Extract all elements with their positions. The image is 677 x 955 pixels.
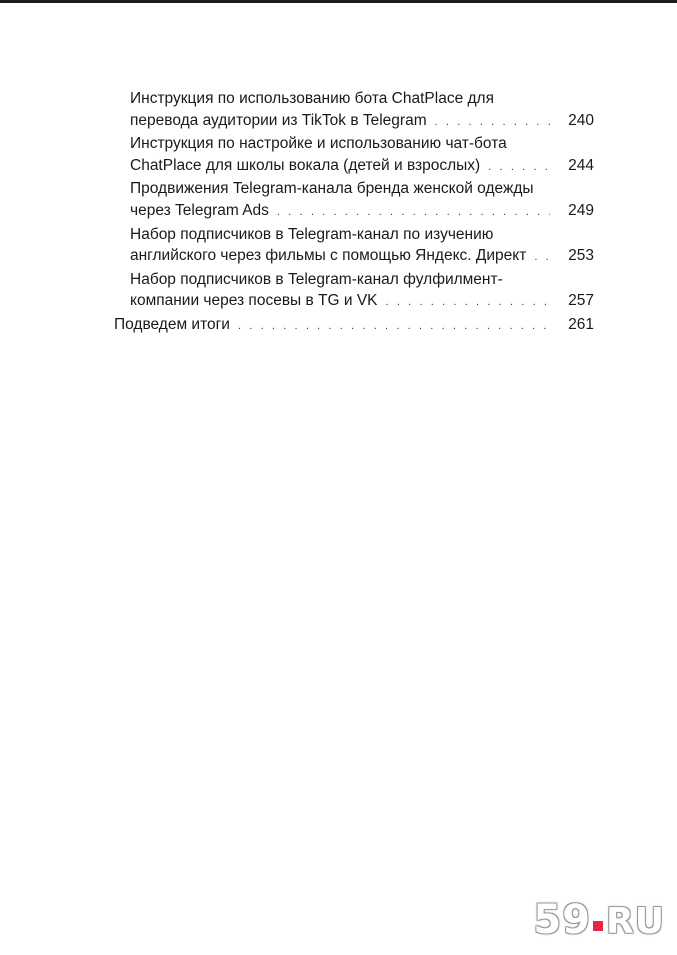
toc-entry-title-line: Инструкция по использованию бота ChatPlace для [130,90,494,107]
dot-leader [488,157,550,179]
dot-leader [386,292,550,314]
dot-leader [277,202,550,224]
dot-leader [238,316,550,338]
toc-entry-title-line: Инструкция по настройке и использованию чат-бота [130,135,507,153]
site-watermark-logo [533,897,665,943]
toc-entry[interactable] [114,314,594,338]
toc-page-number: 244 [568,156,594,174]
dot-leader [534,247,550,269]
toc-entry-title-line: английского через фильмы с помощью Яндекс. Директ [130,247,527,265]
toc-entry[interactable] [114,269,594,314]
toc-entry[interactable] [114,178,594,223]
watermark-dot-icon [593,921,603,931]
toc-page-number: 253 [568,247,594,265]
toc-entry-title-line: ChatPlace для школы вокала (детей и взрослых) [130,156,481,174]
toc-page-number: 261 [568,315,594,333]
toc-entry-title-line: Набор подписчиков в Telegram-канал фулфилмент- [130,270,503,288]
table-of-contents [114,88,594,338]
toc-entry[interactable] [114,88,594,133]
toc-entry-title-line: компании через посевы в TG и VK [130,292,378,310]
toc-entry-title-line: Набор подписчиков в Telegram-канал по изучению [130,225,494,243]
toc-entry-title-line: Продвижения Telegram-канала бренда женской одежды [130,180,534,198]
top-border-rule [0,0,677,3]
watermark-domain: RU [606,901,665,942]
toc-entry-title-line: перевода аудитории из TikTok в Telegram [130,111,427,129]
toc-entry[interactable] [114,133,594,178]
toc-page-number: 240 [568,111,594,129]
toc-page-number: 249 [568,201,594,219]
toc-entry-title-line: Подведем итоги [114,315,230,333]
toc-entry[interactable] [114,224,594,269]
watermark-number: 59 [533,897,592,943]
toc-page-number: 257 [568,292,594,310]
toc-entry-title-line: через Telegram Ads [130,201,269,219]
dot-leader [435,112,550,134]
